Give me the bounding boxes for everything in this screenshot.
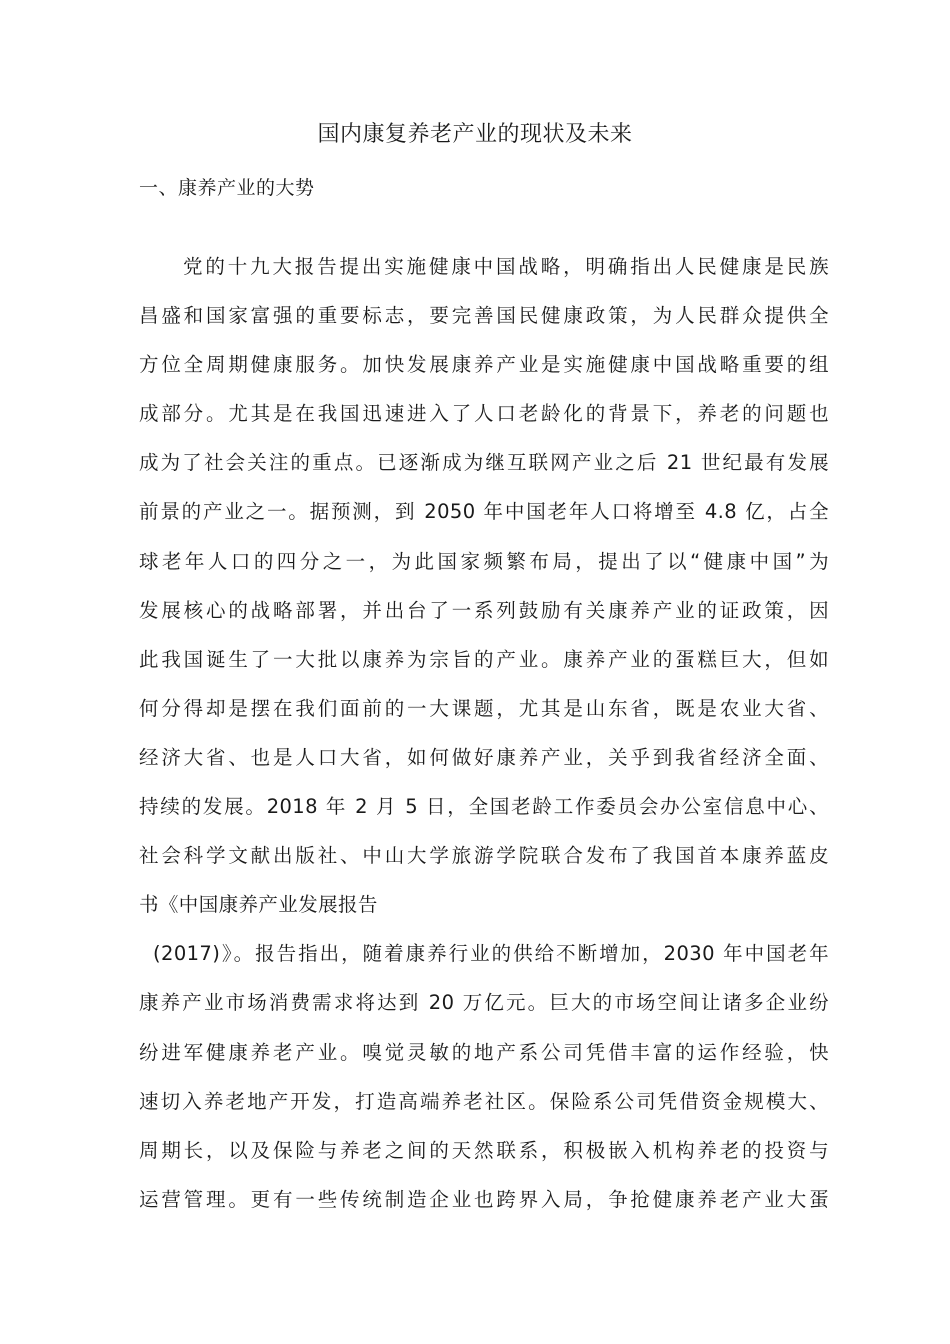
paragraph-line: (2017)》。报告指出，随着康养行业的供给不断增加，2030 年中国老年 bbox=[153, 942, 829, 966]
paragraph-line: 此我国诞生了一大批以康养为宗旨的产业。康养产业的蛋糕巨大，但如 bbox=[139, 647, 829, 671]
document-title: 国内康复养老产业的现状及未来 bbox=[317, 122, 633, 147]
body-paragraph bbox=[139, 242, 829, 1224]
paragraph-line: 发展核心的战略部署，并出台了一系列鼓励有关康养产业的证政策，因 bbox=[139, 598, 829, 622]
paragraph-line: 球老年人口的四分之一，为此国家频繁布局，提出了以“健康中国”为 bbox=[139, 549, 829, 573]
paragraph-line: 前景的产业之一。据预测，到 2050 年中国老年人口将增至 4.8 亿，占全 bbox=[139, 500, 829, 524]
paragraph-line: 昌盛和国家富强的重要标志，要完善国民健康政策，为人民群众提供全 bbox=[139, 304, 829, 328]
paragraph-line: 持续的发展。2018 年 2 月 5 日，全国老龄工作委员会办公室信息中心、 bbox=[139, 795, 829, 819]
paragraph-line: 纷进军健康养老产业。嗅觉灵敏的地产系公司凭借丰富的运作经验，快 bbox=[139, 1040, 829, 1064]
paragraph-line: 成为了社会关注的重点。已逐渐成为继互联网产业之后 21 世纪最有发展 bbox=[139, 451, 829, 475]
paragraph-line: 成部分。尤其是在我国迅速进入了人口老龄化的背景下，养老的问题也 bbox=[139, 402, 829, 426]
paragraph-line: 周期长，以及保险与养老之间的天然联系，积极嵌入机构养老的投资与 bbox=[139, 1138, 829, 1162]
paragraph-line: 方位全周期健康服务。加快发展康养产业是实施健康中国战略重要的组 bbox=[139, 353, 829, 377]
section-heading: 一、康养产业的大势 bbox=[139, 177, 315, 199]
paragraph-line: 何分得却是摆在我们面前的一大课题，尤其是山东省，既是农业大省、 bbox=[139, 696, 829, 720]
paragraph-line: 社会科学文献出版社、中山大学旅游学院联合发布了我国首本康养蓝皮 bbox=[139, 844, 829, 868]
paragraph-line: 经济大省、也是人口大省，如何做好康养产业，关乎到我省经济全面、 bbox=[139, 745, 829, 769]
paragraph-line: 速切入养老地产开发，打造高端养老社区。保险系公司凭借资金规模大、 bbox=[139, 1089, 829, 1113]
paragraph-line: 运营管理。更有一些传统制造企业也跨界入局，争抢健康养老产业大蛋 bbox=[139, 1187, 829, 1211]
paragraph-line: 康养产业市场消费需求将达到 20 万亿元。巨大的市场空间让诸多企业纷 bbox=[139, 991, 829, 1015]
paragraph-line: 书《中国康养产业发展报告 bbox=[139, 893, 378, 917]
paragraph-line: 党的十九大报告提出实施健康中国战略，明确指出人民健康是民族 bbox=[183, 255, 829, 278]
